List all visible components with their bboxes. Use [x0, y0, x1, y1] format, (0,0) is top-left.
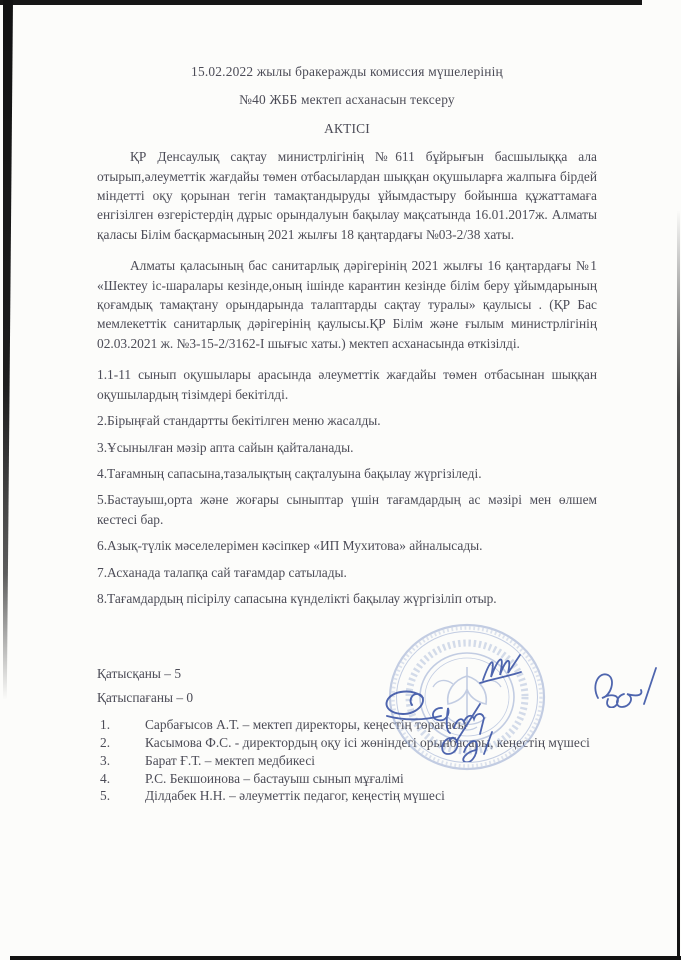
- scan-edge-left: [3, 0, 13, 700]
- finding-item: 6.Азық-түлік мәселелерімен кәсіпкер «ИП Мухитова» айналысады.: [97, 538, 483, 554]
- member-number: 4.: [100, 770, 111, 786]
- finding-item: 7.Асханада талапқа сай тағамдар сатылады.: [97, 564, 347, 580]
- finding-item: 4.Тағамның сапасына,тазалықтың сақталуына бақылау жүргізіледі.: [97, 465, 482, 481]
- member-description: Р.С. Бекшоинова – бастауыш сынып мұғалімі: [145, 770, 404, 786]
- finding-item: 3.Ұсынылған мәзір апта сайын қайталанады.: [97, 439, 354, 455]
- attendance-present: Қатысқаны – 5: [97, 666, 182, 682]
- scan-edge-right: [677, 210, 680, 960]
- attendance-block: [97, 664, 597, 707]
- paragraph-basis-2: Алматы қаласының бас санитарлық дәрігерінің 2021 жылғы 16 қаңтардағы №1 «Шектеу іс-шаралары кезінде,оның ішінде карантин кезінде білім беру ұйымдарының қоғамдық тамақтану орындарында талаптарды сақтау туралы» қаулысы . (ҚР Бас мемлекеттік санитарлық дәрігерінің қаулысы.ҚР Білім және ғылым министрлігінің 02.03.2021 ж. №3-15-2/3162-І шығыс хаты.) мектеп асханасында өткізілді.: [97, 258, 597, 351]
- member-row: [100, 734, 597, 752]
- member-row: [100, 752, 597, 770]
- header-subject-line: №40 ЖББ мектеп асханасын тексеру: [239, 92, 455, 108]
- finding-item: 2.Бірыңғай стандартты бекітілген меню жасалды.: [97, 413, 381, 429]
- document-title: АКТІСІ: [324, 120, 370, 136]
- document-header: [97, 62, 597, 138]
- attendance-absent: Қатыспағаны – 0: [97, 689, 194, 705]
- header-date-line: 15.02.2022 жылы бракеражды комиссия мүшелерінің: [191, 64, 503, 79]
- member-number: 2.: [100, 734, 111, 750]
- member-number: 5.: [100, 788, 111, 804]
- member-description: Сарбағысов А.Т. – мектеп директоры, кеңестің төрағасы: [145, 717, 467, 733]
- finding-item: 5.Бастауыш,орта және жоғары сыныптар үшін тағамдардың ас мәзірі мен өлшем кестесі бар.: [97, 492, 597, 527]
- member-row: [100, 716, 597, 734]
- finding-item: 1.1-11 сынып оқушылары арасында әлеуметтік жағдайы төмен отбасынан шыққан оқушылардың тізімдері бекітілді.: [97, 367, 597, 402]
- signature-icon: [588, 658, 662, 708]
- paragraph-basis-1: ҚР Денсаулық сақтау министрлігінің №611 бұйрығын басшылыққа ала отырып,әлеуметтік жағдайы төмен отбасылардан шыққан оқушыларға жалпыға бірдей міндетті оқу қорынан тегін тамақтандыруды ұйымдастыру бойынша құжаттамаға енгізілген өзгерістердің дұрыс орындалуын бақылау мақсатында 16.01.2017ж. Алматы қаласы Білім басқармасының 2021 жылғы 18 қаңтардағы №03-2/38 хаты.: [97, 149, 597, 242]
- findings-list: [97, 365, 597, 608]
- member-row: [100, 787, 597, 805]
- finding-item: 8.Тағамдардың пісірілу сапасына күнделікті бақылау жүргізіліп отыр.: [97, 590, 497, 606]
- member-description: Барат Ғ.Т. – мектеп медбикесі: [145, 752, 315, 768]
- member-number: 3.: [100, 752, 111, 768]
- document-page: [97, 62, 597, 805]
- member-row: [100, 770, 597, 788]
- member-number: 1.: [100, 717, 111, 733]
- member-description: Ділдабек Н.Н. – әлеуметтік педагог, кеңестің мүшесі: [145, 788, 445, 804]
- scan-edge-bottom: [10, 956, 681, 960]
- member-description: Касымова Ф.С. - директордың оқу ісі жөніндегі орынбасары, кеңестің мүшесі: [145, 734, 590, 750]
- scan-edge-top: [0, 0, 642, 5]
- commission-members-list: [97, 716, 597, 805]
